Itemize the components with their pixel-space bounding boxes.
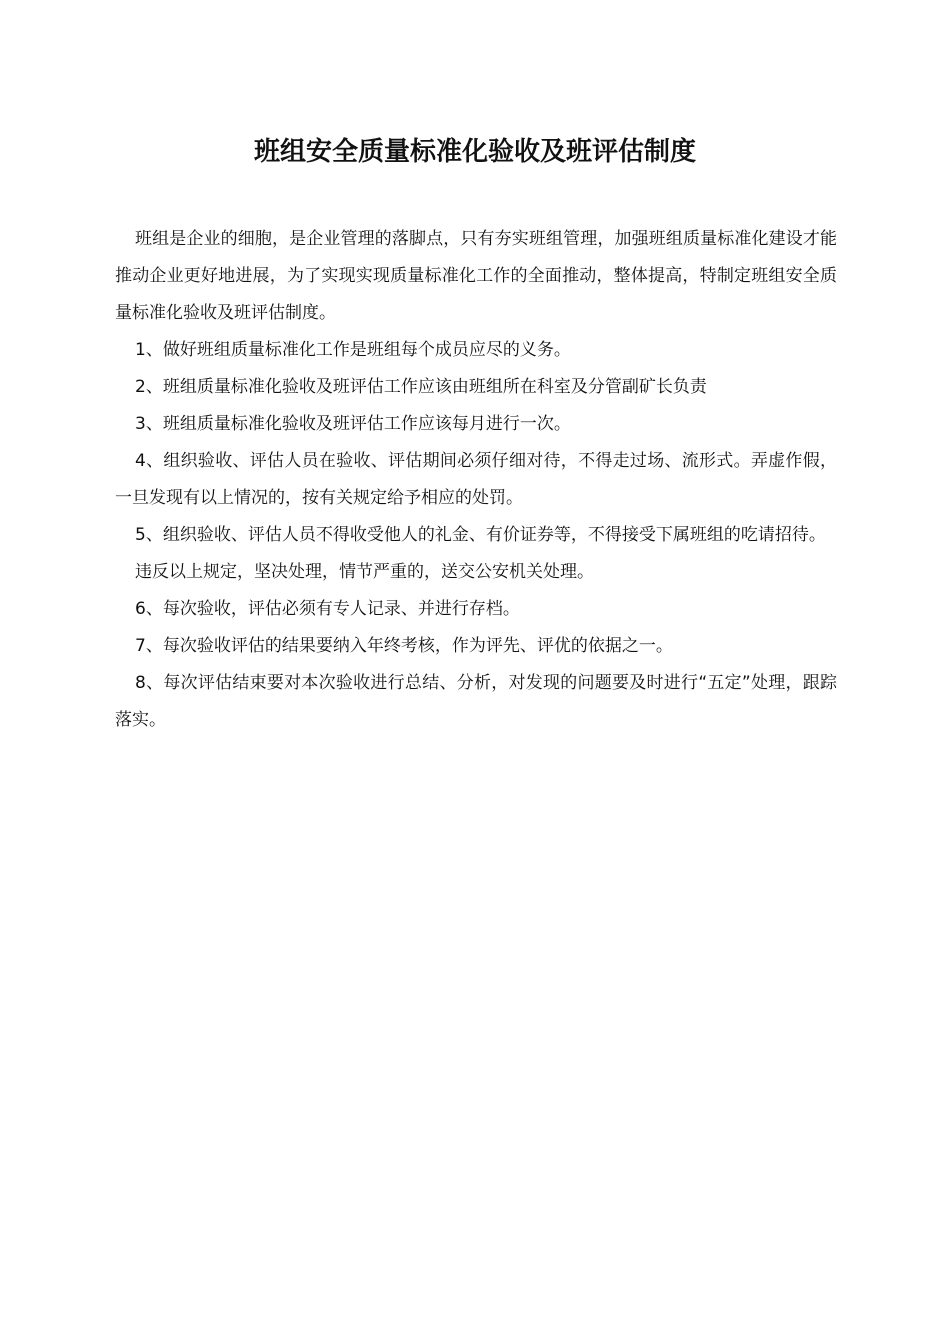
document-title: 班组安全质量标准化验收及班评估制度 (253, 137, 696, 167)
rule-item-6: 6、每次验收，评估必须有专人记录、并进行存档。 (135, 599, 520, 619)
violation-note: 违反以上规定，坚决处理，情节严重的，送交公安机关处理。 (135, 562, 594, 582)
document-body (115, 221, 837, 739)
rule-item-5: 5、组织验收、评估人员不得收受他人的礼金、有价证券等，不得接受下属班组的吃请招待。 (135, 525, 826, 545)
rule-item-4: 4、组织验收、评估人员在验收、评估期间必须仔细对待，不得走过场、流形式。弄虚作假，一旦发现有以上情况的，按有关规定给予相应的处罚。 (115, 451, 837, 508)
rule-item-8: 8、每次评估结束要对本次验收进行总结、分析，对发现的问题要及时进行“五定”处理，跟踪落实。 (115, 673, 837, 730)
intro-paragraph: 班组是企业的细胞，是企业管理的落脚点，只有夯实班组管理，加强班组质量标准化建设才能推动企业更好地进展，为了实现实现质量标准化工作的全面推动，整体提高，特制定班组安全质量标准化验收及班评估制度。 (115, 229, 837, 323)
rule-item-1: 1、做好班组质量标准化工作是班组每个成员应尽的义务。 (135, 340, 571, 360)
rule-item-7: 7、每次验收评估的结果要纳入年终考核，作为评先、评优的依据之一。 (135, 636, 673, 656)
rule-item-2: 2、班组质量标准化验收及班评估工作应该由班组所在科室及分管副矿长负责 (135, 377, 707, 397)
rule-item-3: 3、班组质量标准化验收及班评估工作应该每月进行一次。 (135, 414, 571, 434)
